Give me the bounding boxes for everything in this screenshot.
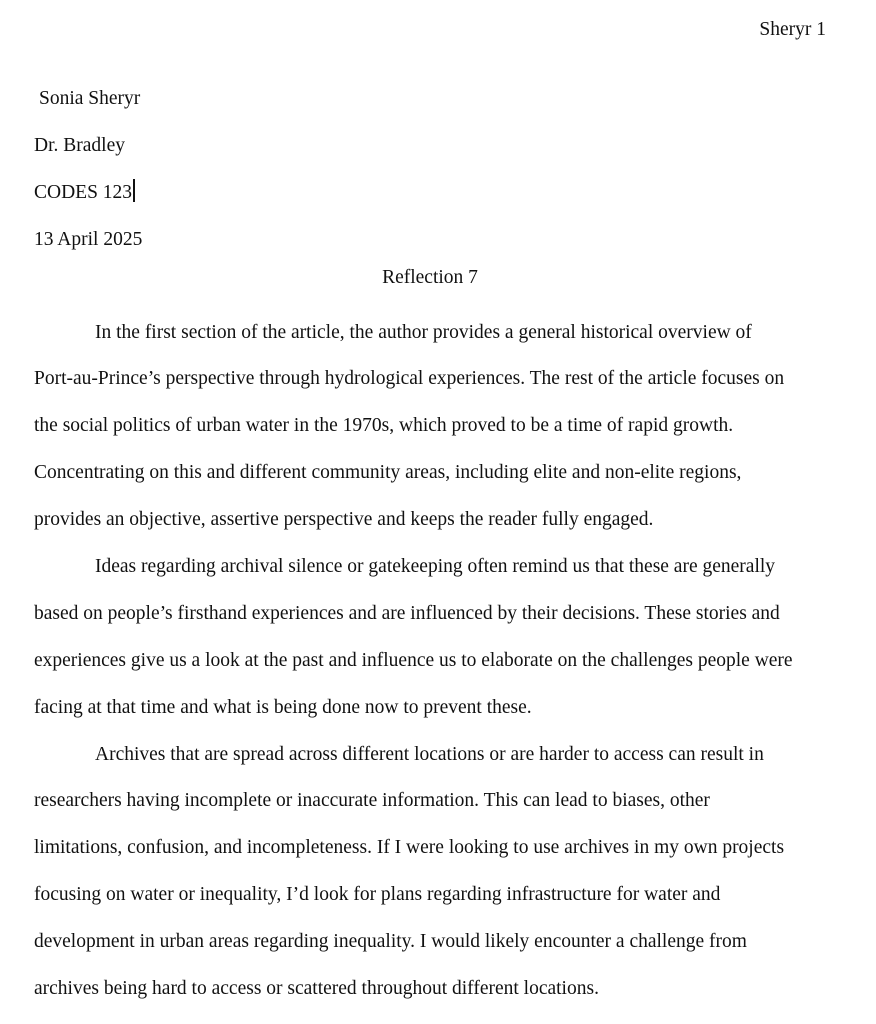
paragraph-3-line: development in urban areas regarding inequality. I would likely encounter a challenge from bbox=[34, 931, 747, 953]
document-title: Reflection 7 bbox=[382, 267, 478, 288]
body-text bbox=[34, 310, 854, 1013]
paragraph-1-line: Port-au-Prince’s perspective through hydrological experiences. The rest of the article focuses on bbox=[34, 368, 785, 390]
running-header-page-number: Sheryr 1 bbox=[759, 19, 826, 40]
paragraph-3-line: focusing on water or inequality, I’d look for plans regarding infrastructure for water and bbox=[34, 884, 721, 906]
paragraph-1-line: provides an objective, assertive perspective and keeps the reader fully engaged. bbox=[34, 509, 654, 531]
paragraph-2-line: based on people’s firsthand experiences and are influenced by their decisions. These stories and bbox=[34, 602, 780, 624]
paragraph-2-line: experiences give us a look at the past and influence us to elaborate on the challenges people were bbox=[34, 649, 793, 671]
instructor-name: Dr. Bradley bbox=[34, 134, 125, 156]
paragraph-2-line: Ideas regarding archival silence or gatekeeping often remind us that these are generally bbox=[95, 555, 776, 577]
paragraph-3-line: archives being hard to access or scattered throughout different locations. bbox=[34, 977, 599, 999]
paragraph-2-line: facing at that time and what is being done now to prevent these. bbox=[34, 696, 532, 718]
text-cursor bbox=[133, 179, 135, 202]
course-line bbox=[34, 170, 142, 217]
paragraph-1-line: Concentrating on this and different community areas, including elite and non-elite regions, bbox=[34, 462, 742, 484]
paragraph-3-line: limitations, confusion, and incompleteness. If I were looking to use archives in my own projects bbox=[34, 837, 785, 859]
date-line: 13 April 2025 bbox=[34, 228, 143, 250]
student-name: Sonia Sheryr bbox=[39, 88, 141, 109]
paragraph-1-line: the social politics of urban water in the 1970s, which proved to be a time of rapid growth. bbox=[34, 415, 734, 437]
course-name: CODES 123 bbox=[34, 181, 133, 203]
paragraph-3-line: Archives that are spread across different locations or are harder to access can result in bbox=[95, 743, 764, 765]
paragraph-1-line: In the first section of the article, the author provides a general historical overview of bbox=[95, 321, 752, 343]
mla-heading-block bbox=[34, 76, 142, 264]
paragraph-3-line: researchers having incomplete or inaccurate information. This can lead to biases, other bbox=[34, 790, 710, 812]
